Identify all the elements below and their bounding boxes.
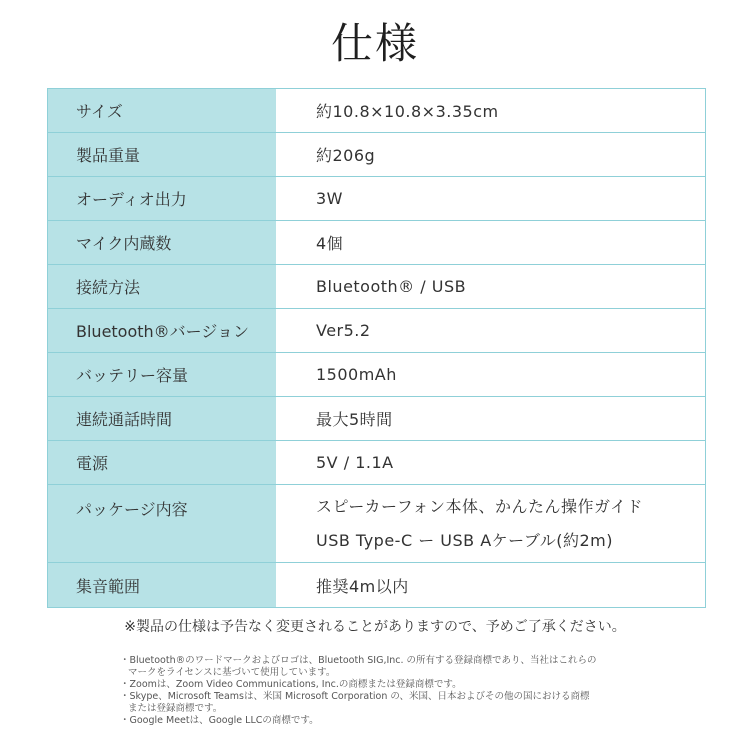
spec-row-talk-time xyxy=(48,397,705,441)
spec-label: マイク内蔵数 xyxy=(48,221,276,264)
spec-row-weight xyxy=(48,133,705,177)
spec-value xyxy=(276,485,705,562)
footnote-bluetooth-cont: マークをライセンスに基づいて使用しています。 xyxy=(128,667,336,678)
spec-value: 4個 xyxy=(276,221,705,264)
spec-value: 最大5時間 xyxy=(276,397,705,440)
spec-row-connection xyxy=(48,265,705,309)
footnote-skype-cont: または登録商標です。 xyxy=(128,703,223,714)
spec-row-mic-count xyxy=(48,221,705,265)
spec-label: 製品重量 xyxy=(48,133,276,176)
spec-value: 3W xyxy=(276,177,705,220)
footnote-skype: ・Skype、Microsoft Teamsは、米国 Microsoft Corporation の、米国、日本およびその他の国における商標 xyxy=(120,691,590,702)
spec-value: 1500mAh xyxy=(276,353,705,396)
disclaimer-note: ※製品の仕様は予告なく変更されることがありますので、予めご了承ください。 xyxy=(124,619,626,635)
spec-value: 約10.8×10.8×3.35cm xyxy=(276,89,705,132)
spec-row-audio-output xyxy=(48,177,705,221)
spec-label: 集音範囲 xyxy=(48,563,276,607)
spec-label: オーディオ出力 xyxy=(48,177,276,220)
spec-label: 連続通話時間 xyxy=(48,397,276,440)
spec-value-line: スピーカーフォン本体、かんたん操作ガイド xyxy=(316,496,643,516)
spec-value: 推奨4m以内 xyxy=(276,563,705,607)
spec-label: バッテリー容量 xyxy=(48,353,276,396)
spec-row-battery xyxy=(48,353,705,397)
spec-label: Bluetooth®バージョン xyxy=(48,309,276,352)
spec-label: 接続方法 xyxy=(48,265,276,308)
spec-row-package-contents xyxy=(48,485,705,563)
spec-value: 約206g xyxy=(276,133,705,176)
spec-row-size xyxy=(48,89,705,133)
footnote-google: ・Google Meetは、Google LLCの商標です。 xyxy=(120,715,319,726)
footnote-zoom: ・Zoomは、Zoom Video Communications, Inc.の商標または登録商標です。 xyxy=(120,679,462,690)
spec-value: Bluetooth® / USB xyxy=(276,265,705,308)
spec-label: サイズ xyxy=(48,89,276,132)
spec-value: 5V / 1.1A xyxy=(276,441,705,484)
spec-label: 電源 xyxy=(48,441,276,484)
spec-value: Ver5.2 xyxy=(276,309,705,352)
spec-row-bluetooth-version xyxy=(48,309,705,353)
footnote-bluetooth: ・Bluetooth®のワードマークおよびロゴは、Bluetooth SIG,Inc. の所有する登録商標であり、当社はこれらの xyxy=(120,655,597,666)
trademark-footnotes xyxy=(120,655,650,727)
spec-row-power xyxy=(48,441,705,485)
page-title: 仕様 xyxy=(330,19,419,68)
spec-value-line: USB Type-C ー USB Aケーブル(約2m) xyxy=(316,530,613,550)
spec-row-pickup-range xyxy=(48,563,705,607)
spec-label: パッケージ内容 xyxy=(48,485,276,562)
spec-table xyxy=(47,88,706,608)
